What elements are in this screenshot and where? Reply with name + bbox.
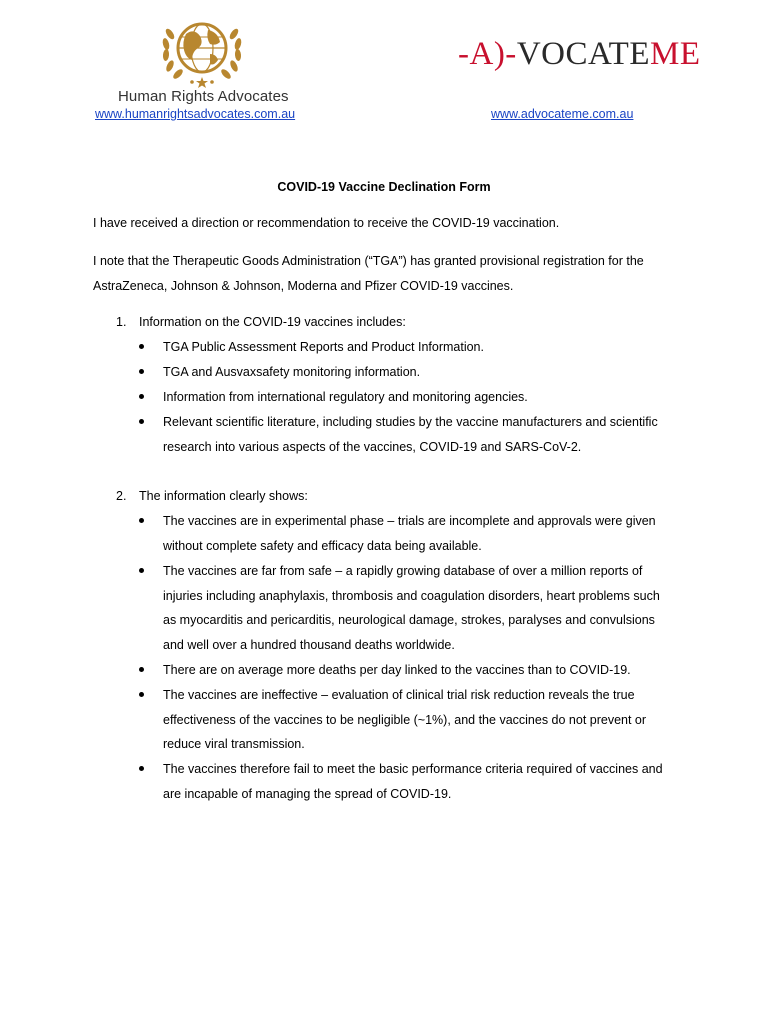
advocateme-logo-mark: -A)- [458, 36, 517, 72]
org-name: Human Rights Advocates [118, 88, 289, 105]
human-rights-advocates-logo [112, 10, 292, 110]
advocateme-logo-dark: VOCATE [516, 36, 650, 72]
list-item-text: Relevant scientific literature, including studies by the vaccine manufacturers and scientific research into various aspects of the vaccines, COVID-19 and SARS-CoV-2. [163, 415, 658, 454]
bullet-icon [139, 766, 144, 771]
list-item-text: Information from international regulatory and monitoring agencies. [163, 390, 528, 404]
bullet-icon [139, 518, 144, 523]
advocateme-logo-red: ME [649, 36, 701, 72]
bullet-icon [139, 419, 144, 424]
section-number: 1. [116, 315, 127, 329]
bullet-icon [139, 344, 144, 349]
section-heading-text: The information clearly shows: [139, 489, 308, 503]
bullet-icon [139, 369, 144, 374]
advocateme-website-link[interactable]: www.advocateme.com.au [491, 107, 634, 121]
list-item-text: The vaccines are in experimental phase – trials are incomplete and approvals were given without complete safety and efficacy data being available. [163, 514, 656, 553]
bullet-icon [139, 568, 144, 573]
list-item-text: The vaccines are ineffective – evaluation of clinical trial risk reduction reveals the true effectiveness of the vaccines to be negligible (~1%), and the vaccines do not prevent or reduce viral transmission. [163, 688, 647, 751]
list-item-text: The vaccines therefore fail to meet the basic performance criteria required of vaccines and are incapable of managing the spread of COVID-19. [163, 762, 663, 801]
hra-website-link[interactable]: www.humanrightsadvocates.com.au [95, 107, 296, 121]
list-item-text: There are on average more deaths per day linked to the vaccines than to COVID-19. [163, 663, 631, 677]
section-heading-text: Information on the COVID-19 vaccines includes: [139, 315, 406, 329]
globe-laurel-emblem-icon [156, 10, 248, 92]
list-item-text: TGA and Ausvaxsafety monitoring information. [163, 365, 421, 379]
advocateme-logo [458, 36, 701, 80]
paragraph-direction: I have received a direction or recommendation to receive the COVID-19 vaccination. [93, 216, 560, 230]
list-item-text: The vaccines are far from safe – a rapidly growing database of over a million reports of injuries including anaphylaxis, thrombosis and coagulation disorders, heart problems such as myocarditis and pericarditis, neurological damage, strokes, paralyses and convulsions and well over a hundred thousand deaths worldwide. [163, 564, 660, 652]
bullet-icon [139, 394, 144, 399]
section-number: 2. [116, 489, 127, 503]
list-item-text: TGA Public Assessment Reports and Product Information. [163, 340, 484, 354]
paragraph-tga: I note that the Therapeutic Goods Administration (“TGA”) has granted provisional registration for the AstraZeneca, Johnson & Johnson, Moderna and Pfizer COVID-19 vaccines. [93, 254, 644, 293]
bullet-icon [139, 667, 144, 672]
bullet-icon [139, 692, 144, 697]
page-title: COVID-19 Vaccine Declination Form [277, 180, 491, 194]
